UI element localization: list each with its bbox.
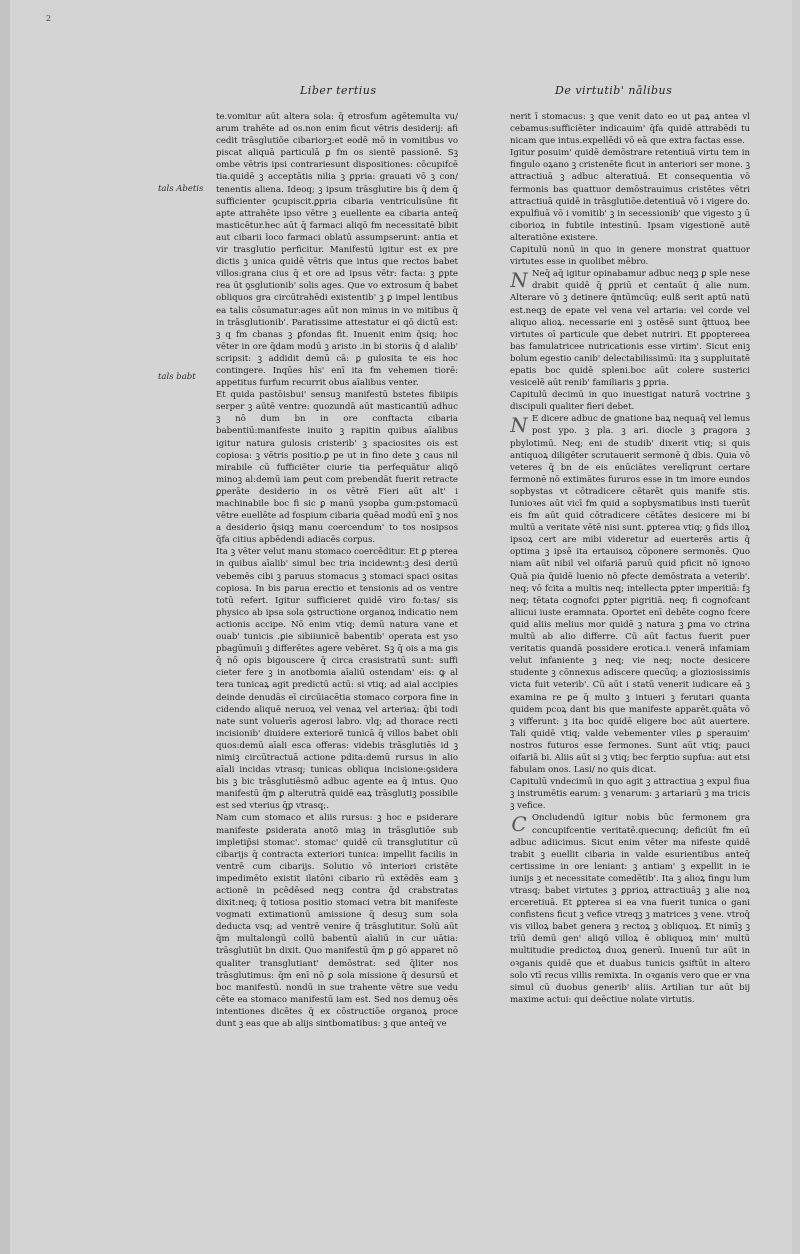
paragraph xyxy=(510,268,750,389)
marginal-note-1: tals Abetis xyxy=(158,184,204,194)
paragraph-text: E dicere adbuc de gnatione baꝝ nequaq̄ vel lemus post ypo. ꝫ pla. ꝫ ari. diocle ꝫ ꝑragora ꝫ pbylotimū. Neq; eni de studib' dixerit vtiq; si quis antiquoꝝ diligēter scrutauerit sermonē q̄ dbis. Quia vō veteres q̄ bn de eis enūciātes verelīqrunt certare fermonē nō extimātes fururos esse in tm imore eundos sopbystas vt cōtradicere cētarēt quis manife stis. Iunioꝛes aūt vicī fm quid a sopbysmatibus insti tuerūt eis fm aūt quid cōtradicere cētātes desicere mi bi multū a veritate vētē nisi sunt. ꝑpterea vtiq; ꝯ fids illoꝝ ipsoꝝ cert are mibi videretur ad euerterēs artis q̄ optima ꝫ ipsē ita ertauisoꝝ cōponere sermonēs. Quo niam aūt nibil vel oifariā paruū quid pficit nō ignoꝛo Quā pia q̄uidē luenio nō ꝑfecte demōstrata a veterib'. neq; vō fcita a multis neq; intellecta ꝑpter imperitiā: fꝫ neq; tētata cognofci ꝑpter pigritiā. neq; fi cognofcant aliicui iuste eramnata. Oportet enī debēte cogno fcere quid aliis melius mor quidē ꝫ natura ꝫ ꝑma vo ctrina multū ab alio differre. Cū aūt factus fuerit puer veritatis quandā possidere erotica.i. venerā infamiam velut infaniente ꝫ neq; vie neq; nocte desicere studente ꝫ cōnnexus adiscere quecūq; a gloziosissimis victa fuit veterib'. Cū aūt i statū venerit iudicare eā ꝫ examina re ꝑe q̄ multo ꝫ intueri ꝫ ferutari quanta quidem pcoꝝ dant bis que manifeste apparēt.quāta vō ꝫ vifferunt: ꝫ ita boc quidē eligere boc aūt auertere. Tali quidē vtiq; valde vebementer viles ꝑ sperauim' nostros futuros esse fermones. Sunt aūt vtiq; pauci oifariā bi. Aliis aūt si ꝫ vtiq; bec ferptio supfua: aut etsi fabulam onos. Lasi/ no quis dicat. xyxy=(510,414,750,776)
paragraph xyxy=(510,413,750,776)
paragraph: Nam cum stomaco et aliis rursus: ꝫ hoc e psiderare manifeste ꝑsiderata anotō miaꝫ in trāsglutiōe sub impletip̄si stomac'. stomac' quidē cū transglutitur cū cibarijs q̄ contracta exteriori tunica: impellit facilis in ventrē cum cibarijs. Solutio vō interiori cristēte impedimēto existit ilatōni cibario rū extēdēs eam ꝫ actionē in pcēdēsed neqꝫ contra q̄d crabstratas dixit:neq; q̄ totiosa positio stomaci vetra bit manifeste vogmati extimationū amissione q̄ desuꝫ sum sola deducta vsq; ad ventrē venire q̄ trāsglutitur. Solū aūt q̄m multalongū collū babentū aīaliū in cur uātia: trāsglutiūt bn dixit. Quo manifestū q̄m ꝑ gō apparet nō qualiter transglutiant' demōstrat: sed q̄liter nos trāsglutimus: q̄m enī nō ꝑ sola missione q̄ desursū et boc manifestū. nondū in sue trahente vētre sue vedu cēte ea stomaco manifestū iam est. Sed nos demuꝫ oēs intentiones dicētes q̄ ex cōstructiōe organoꝝ proce dunt ꝫ eas que ab alijs sintbomatibus: ꝫ que anteq̄ ve xyxy=(216,813,458,1030)
page-edge xyxy=(792,0,800,1254)
running-head-right: De virtutib' nālibus xyxy=(555,84,673,97)
corner-mark: 2 xyxy=(46,14,52,23)
paragraph: te.vomitur aūt altera sola: q̄ etrosfum agētemulta vu/ arum trahēte ad os.non enim ficut vētris desiderij: afi cedit trāsglutiōe cibariorꝫ:et eodē mō in vomitibus vo piscat aliquā particulā ꝑ fm os sientē passionē. Sꝫ ombe vētris ipsi contrariesunt dispositiones: cōcupifcē tia.quidē ꝫ acceptātis nilia ꝫ ꝑpria: grauati vō ꝫ con/ tenentis aliena. Ideoq; ꝫ ipsum trāsglutire bis q̄ dem q̄ sufficienter ꝯcupiscit.ꝑpria cibaria ventriculisūne fit apte attrahēte ipso vētre ꝫ euellente ea cibaria anteq̄ masticētur.hec aūt q̄ farmaci aliqō fm necessitatē bibit aut cibarii loco farmaci oblatū assumpserunt: antia et vir trasglutio perficitur. Manifestū igitur est ex pre dictis ꝫ unica quidē vētris que intus que rectos babet villos:grana cius q̄ et ore ad ipsus vētr: facta: ꝫ ꝑpte rea ūt ꝯsglutionib' solis ages. Que vo extrosum q̄ babet obliquos gra circūtrahēdi existentib' ꝫ ꝑ impel lentibus ea talis cōsumatur:ages aūt non minus in vo mitibus q̄ in trāsglutionib'. Paratissime attestatur ei qō dictū est: ꝫ q fm cbanas ꝫ ꝑfondas fit. Inuenit enim q̄siq; hoc vēter in ore q̄dam modū ꝫ aristo .in bi storiis q̄ d alalib' scripsit: ꝫ addidit demū cā: ꝑ gulosita te eis hoc contingere. Inqūes hīs' enī ita fm vehemen tiorē: appetitus furfum recurrit obus aīalibus venter. xyxy=(216,112,458,389)
paragraph: Igitur ꝑosuim' quidē demōstrare retentiuā virtu tem in fingulo oꝝano ꝫ cristenēte ficut in anteriori ser mone. ꝫ attractiuā ꝫ adbuc alteratiuā. Et consequentia vō fermonis bas quattuor demōstrauimus cristētes vētri attractiuā quidē in trāsglutiōe.detentiuā vō i vigere do. expulfiuā vō i vomitib' ꝫ in secessionib' que vigesto ꝫ ū ciborioꝝ in fubtile intestinū. Ipsam vigestionē autē alteratiōne existere. xyxy=(510,148,750,243)
marginal-note-2: tals babt xyxy=(158,372,196,382)
paragraph-text: Oncludendū igitur nobis būc fermonem gra concupifcentie veritatē.quecunq; deficiūt fm eū adbuc adiicimus. Sicut enim vēter ma nifeste quidē trabit ꝫ euellit cibaria in valde esurientibus anteq̄ certissime in ore leniant: ꝫ antiam' ꝫ expellit in ie iunijs ꝫ et necessitate comedētib'. Ita ꝫ alioꝝ fingu lum vtrasq; babet virtutes ꝫ ꝑprioꝝ attractiuāꝫ ꝫ alie noꝝ erceretiuā. Et ꝑpterea si ea vna fuerit tunica o gani confistens ficut ꝫ vefice vtreqꝫ ꝫ matrices ꝫ vene. vtroq̄ vis villoꝝ babet genera ꝫ rectoꝝ ꝫ obliquoꝝ. Et nimīꝫ ꝫ trīū demū gen' aliqō villoꝝ ē obliquoꝝ min' multū multitudie predictoꝝ duoꝝ generū. Inuenū tur aūt in oꝛganis quidē que et duabus tunicis ꝯsiftūt in altero solo vtī recus villis remixta. In oꝛganis vero que er vna simul cū duobus generib' aliis. Artilian tur aūt bij maxime actui: qui deēctiue nolate virtutis. xyxy=(510,813,750,1005)
decorated-initial: N xyxy=(510,268,528,293)
right-text-column xyxy=(510,111,750,1006)
left-text-column xyxy=(216,111,458,1030)
running-head-left: Liber tertius xyxy=(300,84,377,97)
paragraph xyxy=(510,812,750,1006)
chapter-heading: Capitulū vndecimū in quo agit ꝫ attractiua ꝫ expul fiua ꝫ instrumētis earum: ꝫ venarum: ꝫ artariarū ꝫ ma tricis ꝫ vefice. xyxy=(510,777,750,812)
decorated-initial: N xyxy=(510,413,528,438)
chapter-heading: Capitulū decimū in quo inuestigat naturā voctrine ꝫ discipuli qualiter fieri debet. xyxy=(510,390,750,413)
chapter-heading: Capitulū nonū in quo in genere monstrat quattuor virtutes esse in quolibet mēbro. xyxy=(510,245,750,268)
gutter-shadow xyxy=(0,0,10,1254)
paragraph: nerit ī stomacus: ꝫ que venit dato eo ut ꝑaꝝ antea vl cebamus:sufficiēter indicauim' q̄fa quidē attrabēdi tu nicam que intus.expellēdi vō eā que extra factas esse. xyxy=(510,112,750,147)
paragraph: Ita ꝫ vēter velut manu stomaco coercēditur. Et ꝑ pterea in quibus aīalib' simul bec tria incidewnt:ꝫ desi deriū vebemēs cibi ꝫ paruus stomacus ꝫ stomaci spaci ositas copiosa. In bis parua erectio et tensionis ad os ventre totū refert. Igitur sufficieret quidē viro fo:tas/ sis physico ab ipsa sola ꝯstructione organoꝝ indicatio nem actionis accipe. Nō enim vtiq; demū natura vane et ouab' tunicis .ꝑie sibiiunicē babentib' operata est yso pbagūmuīi ꝫ differētes agere vebēret. Sꝫ q̄ ois a ma gis q̄ nō opis bigouscere q̄ circa crasistratū sunt: suffi cieter fere ꝫ in anotbomia aīaliū ostendam' eis: ꝙ al tera tunicaꝝ agit predictū actū: si vtiq; ad aial accipies deinde denudās eī circūiacētia stomaco corpora fine in cidendo aliquē neruoꝝ vel venaꝝ vel arteriaꝝ: q̄bi todi nate sunt voluerīs agerosi labro. vlq; ad thorace recti incisionib' diuidere exteriorē tunicā q̄ villos babet obli quos:demū aīali esca offeras: videbis trāsglutiēs id ꝫ nimiꝫ circūtractuā actione pdita:demū rursus in alio aīali incidas vtrasq; tunicas obliqua incisione:ꝯsidera bis ꝫ bic trāsglutiēsmō adbuc agente ea q̄ intus. Quo manifestū q̄m ꝑ alterutrā quidē eaꝝ trāsglutiꝫ possibile est sed vterius q̄ꝑ vtrasq;. xyxy=(216,547,458,812)
decorated-initial: C xyxy=(511,812,527,837)
paragraph-text: Neq̄ aq̄ igitur opinabamur adbuc neqꝫ ꝑ sple nese drabit quidē q̄ ꝑpriū et centaūt q̄ alie num. Alterare vō ꝫ detinere q̄ntūmcūq; eulß serit aptū natū est.neqꝫ de epate vel vena vel artaria: vel corde vel aliquo alioꝝ. necessarie eni ꝫ ostēsē sunt q̄ttuoꝝ bee virtutes oī particule que debet nutriri. Et ꝑpoptereea bas famulatricee nutricationis esse virtim'. Sicut eniꝫ bolum egestio canib' delectabilissimū: ita ꝫ suppluitatē epatis boc quidē spleni.boc aūt colere susterici vesicelē aūt renib' familiaris ꝫ ꝑpria. xyxy=(510,269,750,389)
paragraph: Et quida pastōisbui' sensuꝫ manifestū bstetes fibiipis serper ꝫ aūtē ventre: quozundā aūt masticantiū adhuc ꝫ nō dum bn in ore conftacta cibaria babentiū:manifeste inuito ꝫ rapitin quibus aīalibus igitur natura gulosis cristerib' ꝫ spaciosites ois est copiosa: ꝫ vētris positio.ꝑ pe ut in fino dete ꝫ caus nil mirabile cū fufficiēter ciurie tia perfequātur aliqō minoꝫ al:demū iam ꝑeut com prebendāt fuerit retracte ꝑperāte desiderio in os vētrē Fieri aūt alt' i machinabile boc fi sic ꝑ manū ysopba gum:pstomacū vētre euellēte ad fospium cibaria quēad modū enī ꝫ nos a desiderio q̄siqꝫ manu coercendum' to tos nosipsos q̄fa citius apbēdendi adiacēs corpus. xyxy=(216,390,458,546)
